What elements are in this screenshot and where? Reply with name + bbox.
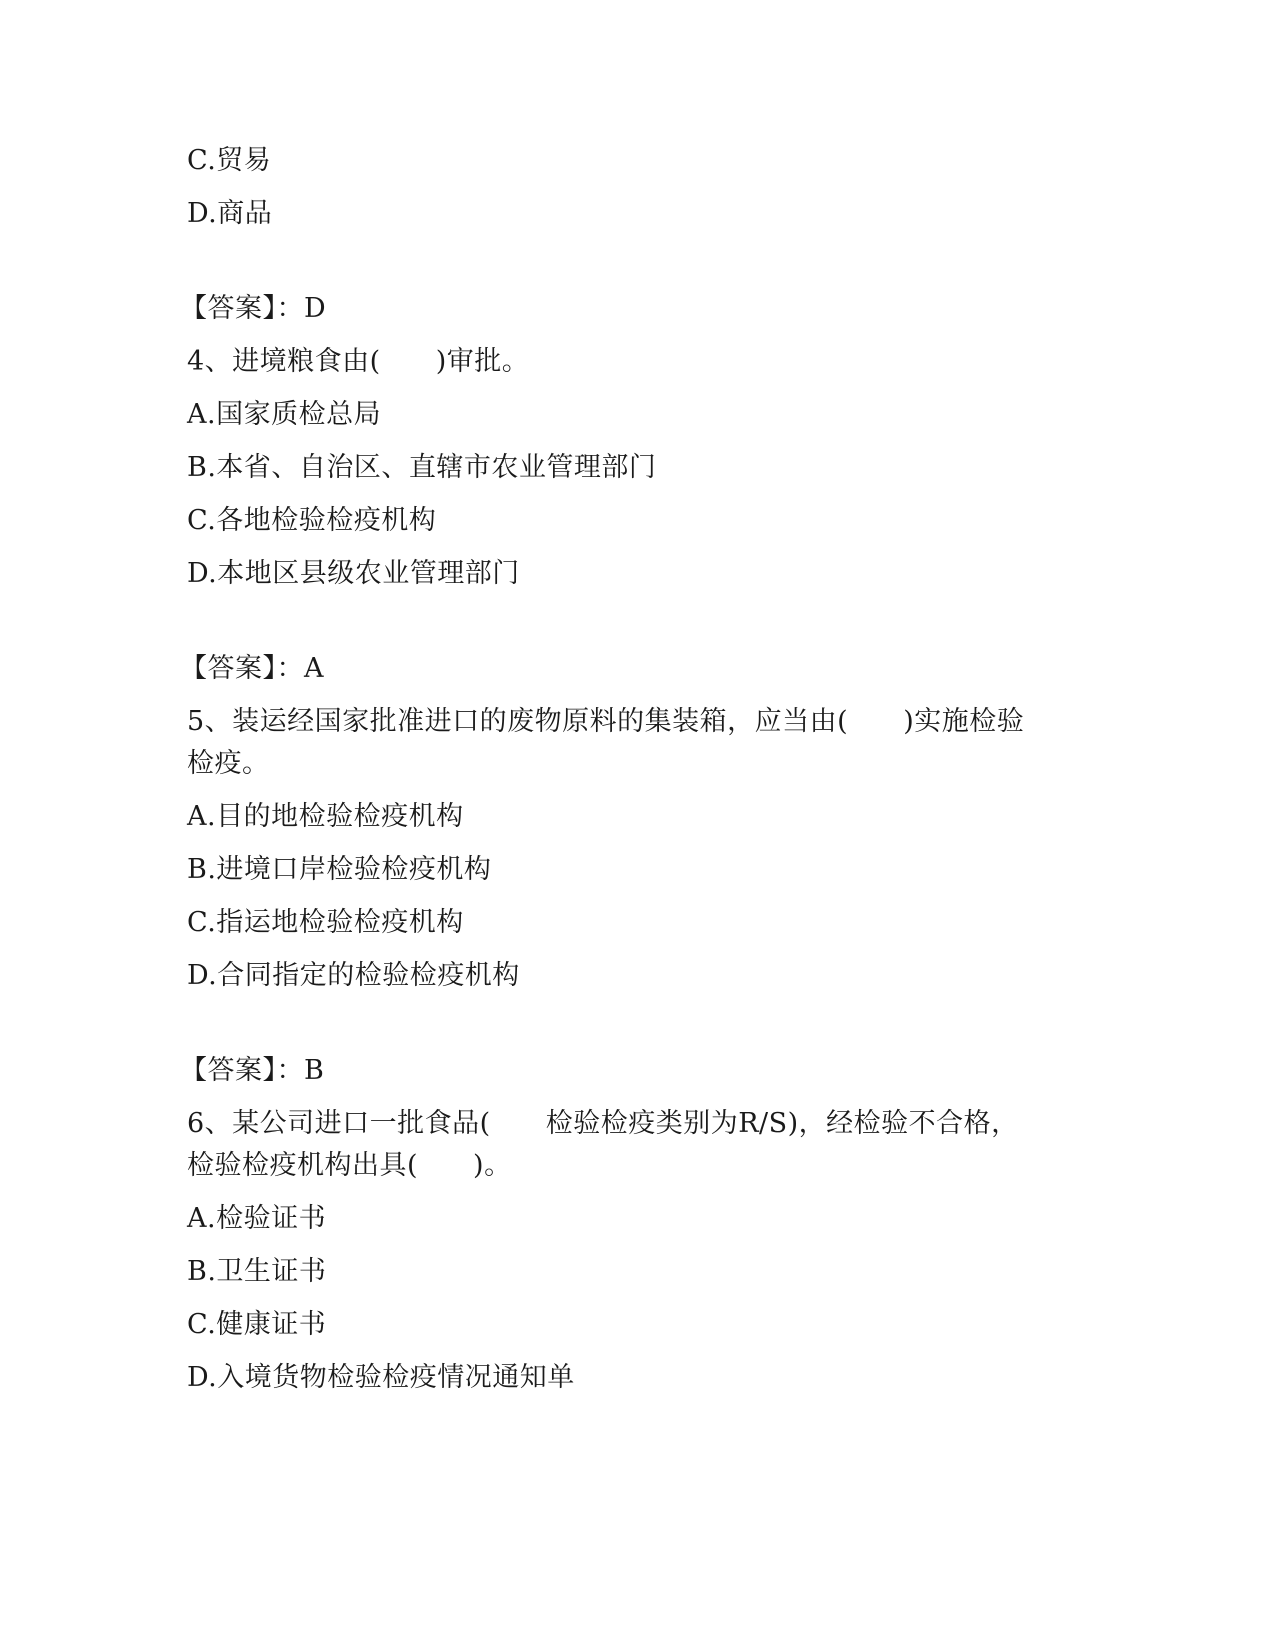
question-6-option-a: A.检验证书	[187, 1203, 327, 1234]
answer-label: 【答案】：D	[180, 293, 327, 324]
question-4-option-b: B.本省、自治区、直辖市农业管理部门	[187, 452, 657, 483]
question-6-stem-line2: 检验检疫机构出具( )。	[187, 1150, 512, 1181]
option-c: C.贸易	[187, 145, 272, 176]
question-4-answer: 【答案】：A	[180, 653, 324, 684]
question-5-answer: 【答案】：B	[180, 1055, 325, 1086]
question-4-option-c: C.各地检验检疫机构	[187, 505, 437, 536]
question-4-stem: 4、进境粮食由( )审批。	[187, 346, 530, 377]
option-d: D.商品	[187, 198, 273, 229]
question-6-stem-line1: 6、某公司进口一批食品( 检验检疫类别为R/S)，经检验不合格，	[187, 1108, 1019, 1139]
question-5-stem-line1: 5、装运经国家批准进口的废物原料的集装箱，应当由( )实施检验	[187, 706, 1025, 737]
question-4-option-d: D.本地区县级农业管理部门	[187, 558, 520, 589]
question-5-option-b: B.进境口岸检验检疫机构	[187, 854, 492, 885]
question-5-stem-line2: 检疫。	[187, 748, 270, 779]
question-5-option-c: C.指运地检验检疫机构	[187, 907, 464, 938]
question-5-option-d: D.合同指定的检验检疫机构	[187, 960, 520, 991]
question-5-option-a: A.目的地检验检疫机构	[187, 801, 464, 832]
question-6-option-b: B.卫生证书	[187, 1256, 327, 1287]
question-6-option-c: C.健康证书	[187, 1309, 327, 1340]
question-6-option-d: D.入境货物检验检疫情况通知单	[187, 1362, 575, 1393]
question-4-option-a: A.国家质检总局	[187, 399, 382, 430]
